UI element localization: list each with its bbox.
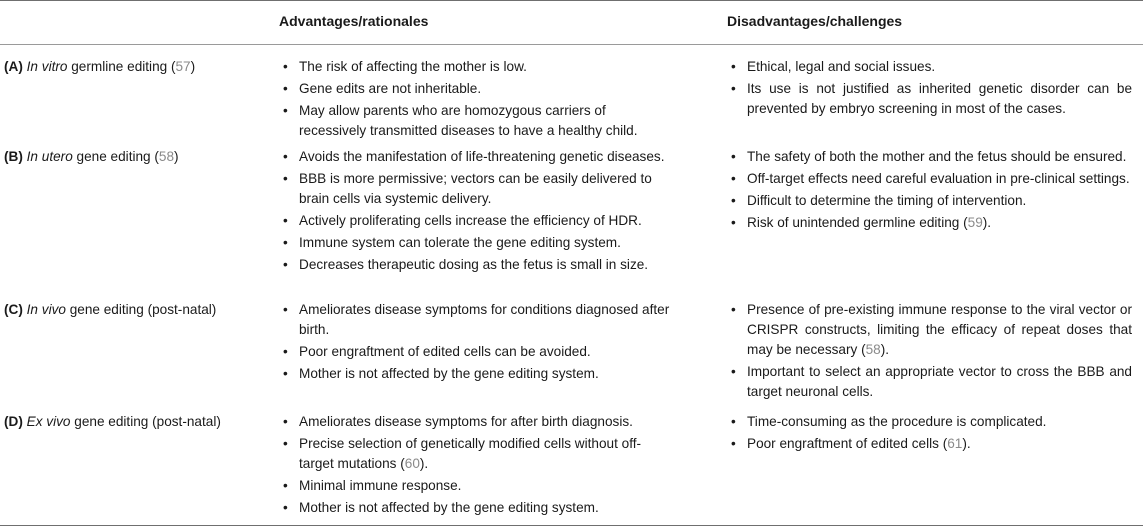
list-item: • The risk of affecting the mother is low. xyxy=(279,57,674,77)
header-rule xyxy=(0,44,1143,45)
row-label-text: gene editing (post-natal) xyxy=(70,414,221,429)
row-label-close: ) xyxy=(190,59,196,74)
list-item: • Risk of unintended germline editing (59). xyxy=(727,213,1132,233)
row-label xyxy=(4,57,254,77)
list-item: • Decreases therapeutic dosing as the fetus is small in size. xyxy=(279,255,674,275)
list-item: • Its use is not justified as inherited genetic disorder can be prevented by embryo screening in most of the cases. xyxy=(727,79,1132,119)
reference-link[interactable]: 58 xyxy=(158,149,175,164)
table-bottom-rule xyxy=(0,525,1143,526)
reference-link[interactable]: 59 xyxy=(967,215,983,230)
disadvantages-list xyxy=(727,57,1132,121)
list-item: • Off-target effects need careful evaluation in pre-clinical settings. xyxy=(727,169,1132,189)
list-item: • Poor engraftment of edited cells (61). xyxy=(727,434,1132,454)
row-label-italic: In utero xyxy=(26,149,73,164)
row-label xyxy=(4,412,254,432)
reference-link[interactable]: 58 xyxy=(865,342,881,357)
advantages-list xyxy=(279,147,674,277)
row-letter: (D) xyxy=(4,414,23,429)
reference-link[interactable]: 61 xyxy=(947,436,963,451)
list-item: • Mother is not affected by the gene editing system. xyxy=(279,364,674,384)
list-item: • Avoids the manifestation of life-threatening genetic diseases. xyxy=(279,147,674,167)
advantages-list xyxy=(279,300,674,386)
row-label xyxy=(4,147,254,167)
list-item: • Poor engraftment of edited cells can be avoided. xyxy=(279,342,674,362)
list-item: • Gene edits are not inheritable. xyxy=(279,79,674,99)
row-label-italic: In vitro xyxy=(26,59,68,74)
row-letter: (B) xyxy=(4,149,23,164)
list-item: • Ameliorates disease symptoms for conditions diagnosed after birth. xyxy=(279,300,674,340)
list-item: • Presence of pre-existing immune response to the viral vector or CRISPR constructs, limiting the efficacy of repeat doses that may be necessary (58). xyxy=(727,300,1132,360)
row-label-text: germline editing ( xyxy=(67,59,176,74)
list-item: • Immune system can tolerate the gene editing system. xyxy=(279,233,674,253)
list-item: • Precise selection of genetically modified cells without off-target mutations (60). xyxy=(279,434,674,474)
disadvantages-list xyxy=(727,147,1132,235)
advantages-list xyxy=(279,57,674,143)
reference-link[interactable]: 60 xyxy=(404,456,420,471)
list-item: • The safety of both the mother and the fetus should be ensured. xyxy=(727,147,1132,167)
row-letter: (A) xyxy=(4,59,23,74)
row-label-text: gene editing (post-natal) xyxy=(65,302,217,317)
row-label-italic: Ex vivo xyxy=(26,414,71,429)
list-item: • BBB is more permissive; vectors can be easily delivered to brain cells via systemic delivery. xyxy=(279,169,674,209)
advantages-list xyxy=(279,412,674,520)
row-label-close: ) xyxy=(174,149,179,164)
disadvantages-list xyxy=(727,300,1132,404)
header-advantages: Advantages/rationales xyxy=(279,13,429,29)
list-item: • Actively proliferating cells increase the efficiency of HDR. xyxy=(279,211,674,231)
list-item: • Time-consuming as the procedure is complicated. xyxy=(727,412,1132,432)
row-label-italic: In vivo xyxy=(26,302,66,317)
list-item: • May allow parents who are homozygous carriers of recessively transmitted diseases to have a healthy child. xyxy=(279,101,674,141)
list-item: • Important to select an appropriate vector to cross the BBB and target neuronal cells. xyxy=(727,362,1132,402)
header-disadvantages: Disadvantages/challenges xyxy=(727,13,903,29)
table-top-rule xyxy=(0,0,1143,1)
row-letter: (C) xyxy=(4,302,23,317)
row-label xyxy=(4,300,254,320)
list-item: • Ethical, legal and social issues. xyxy=(727,57,1132,77)
list-item: • Mother is not affected by the gene editing system. xyxy=(279,498,674,518)
list-item: • Difficult to determine the timing of intervention. xyxy=(727,191,1132,211)
list-item: • Minimal immune response. xyxy=(279,476,674,496)
row-label-text: gene editing ( xyxy=(72,149,159,164)
reference-link[interactable]: 57 xyxy=(175,59,191,74)
list-item: • Ameliorates disease symptoms for after birth diagnosis. xyxy=(279,412,674,432)
disadvantages-list xyxy=(727,412,1132,456)
